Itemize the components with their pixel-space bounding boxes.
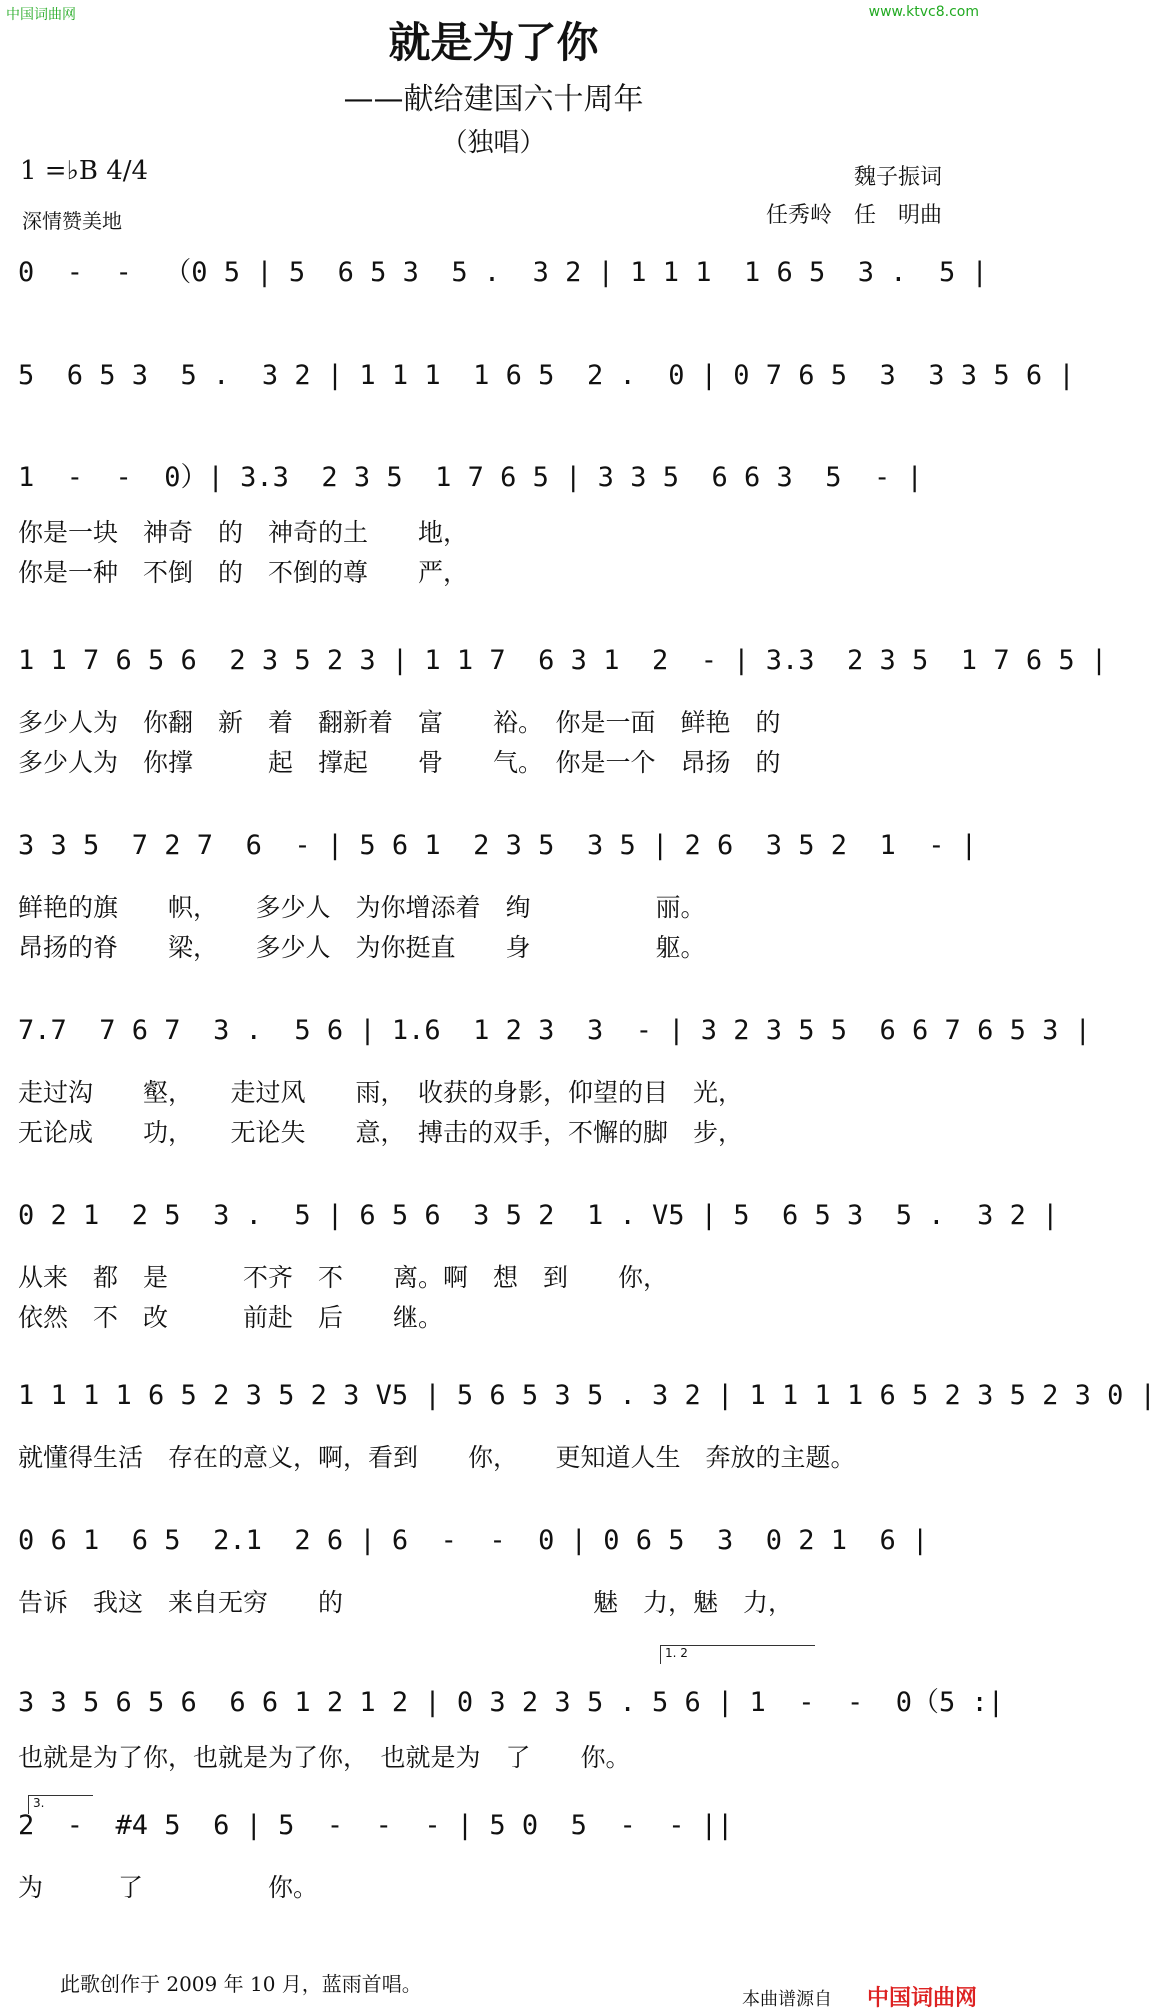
score-line: 5 6 5 3 5 . 3 2 | 1 1 1 1 6 5 2 . 0 | 0 7 6 5 3 3 3 5 6 |	[18, 360, 1075, 391]
song-title: 就是为了你	[388, 18, 599, 67]
lyric-line: 告诉 我这 来自无穷 的 魅 力，魅 力，	[18, 1588, 794, 1617]
lyric-line: 依然 不 改 前赴 后 继。	[18, 1303, 444, 1332]
lyric-line: 昂扬的脊 梁， 多少人 为你挺直 身 躯。	[18, 933, 706, 962]
lyric-line: 多少人为 你翻 新 着 翻新着 富 裕。 你是一面 鲜艳 的	[18, 708, 781, 737]
lyric-line: 走过沟 壑， 走过风 雨， 收获的身影，仰望的目 光，	[18, 1078, 744, 1107]
creation-note: 此歌创作于 2009 年 10 月，蓝雨首唱。	[60, 1972, 422, 1996]
lyric-line: 无论成 功， 无论失 意， 搏击的双手，不懈的脚 步，	[18, 1118, 744, 1147]
lyric-line: 为 了 你。	[18, 1873, 319, 1902]
tempo-marking: 深情赞美地	[22, 209, 122, 233]
lyric-line: 鲜艳的旗 帜， 多少人 为你增添着 绚 丽。	[18, 893, 706, 922]
score-line: 1 - - 0）| 3.3 2 3 5 1 7 6 5 | 3 3 5 6 6 3 5 - |	[18, 462, 923, 493]
song-subtitle: ——献给建国六十周年	[343, 82, 644, 117]
composer-credit: 任秀岭 任 明曲	[765, 203, 942, 228]
score-line: 1 1 7 6 5 6 2 3 5 2 3 | 1 1 7 6 3 1 2 - | 3.3 2 3 5 1 7 6 5 |	[18, 645, 1108, 676]
lyric-line: 你是一种 不倒 的 不倒的尊 严，	[18, 558, 469, 587]
source-site: 中国词曲网	[866, 1986, 977, 2011]
score-line: 0 6 1 6 5 2.1 2 6 | 6 - - 0 | 0 6 5 3 0 2 1 6 |	[18, 1525, 929, 1556]
score-line: 7.7 7 6 7 3 . 5 6 | 1.6 1 2 3 3 - | 3 2 3 5 5 6 6 7 6 5 3 |	[18, 1015, 1091, 1046]
lyric-line: 从来 都 是 不齐 不 离。啊 想 到 你，	[18, 1263, 669, 1292]
score-line: 3 3 5 7 2 7 6 - | 5 6 1 2 3 5 3 5 | 2 6 3 5 2 1 - |	[18, 830, 978, 861]
score-line: 0 2 1 2 5 3 . 5 | 6 5 6 3 5 2 1 . V5 | 5 6 5 3 5 . 3 2 |	[18, 1200, 1059, 1231]
score-line: 0 - - （0 5 | 5 6 5 3 5 . 3 2 | 1 1 1 1 6 5 3 . 5 |	[18, 257, 988, 288]
site-name-top: 中国词曲网	[6, 7, 76, 23]
lyric-line: 多少人为 你撑 起 撑起 骨 气。 你是一个 昂扬 的	[18, 748, 781, 777]
volta-first-ending: 1. 2	[660, 1645, 815, 1664]
score-line: 3 3 5 6 5 6 6 6 1 2 1 2 | 0 3 2 3 5 . 5 6 | 1 - - 0（5 :|	[18, 1687, 1005, 1718]
lyric-line: 你是一块 神奇 的 神奇的土 地，	[18, 518, 469, 547]
lyricist-credit: 魏子振词	[853, 165, 942, 190]
key-signature: 1 =♭B 4/4	[20, 156, 149, 186]
lyric-line: 也就是为了你，也就是为了你， 也就是为 了 你。	[18, 1743, 631, 1772]
volta-second-ending: 3.	[28, 1795, 93, 1814]
score-line: 2 - #4 5 6 | 5 - - - | 5 0 5 - - ||	[18, 1810, 734, 1841]
site-url-top: www.ktvc8.com	[868, 4, 979, 20]
score-line: 1 1 1 1 6 5 2 3 5 2 3 V5 | 5 6 5 3 5 . 3 2 | 1 1 1 1 6 5 2 3 5 2 3 0 |	[18, 1380, 1156, 1411]
lyric-line: 就懂得生活 存在的意义，啊，看到 你， 更知道人生 奔放的主题。	[18, 1443, 856, 1472]
source-label: 本曲谱源自	[742, 1989, 832, 2010]
performance-type: （独唱）	[441, 128, 546, 158]
